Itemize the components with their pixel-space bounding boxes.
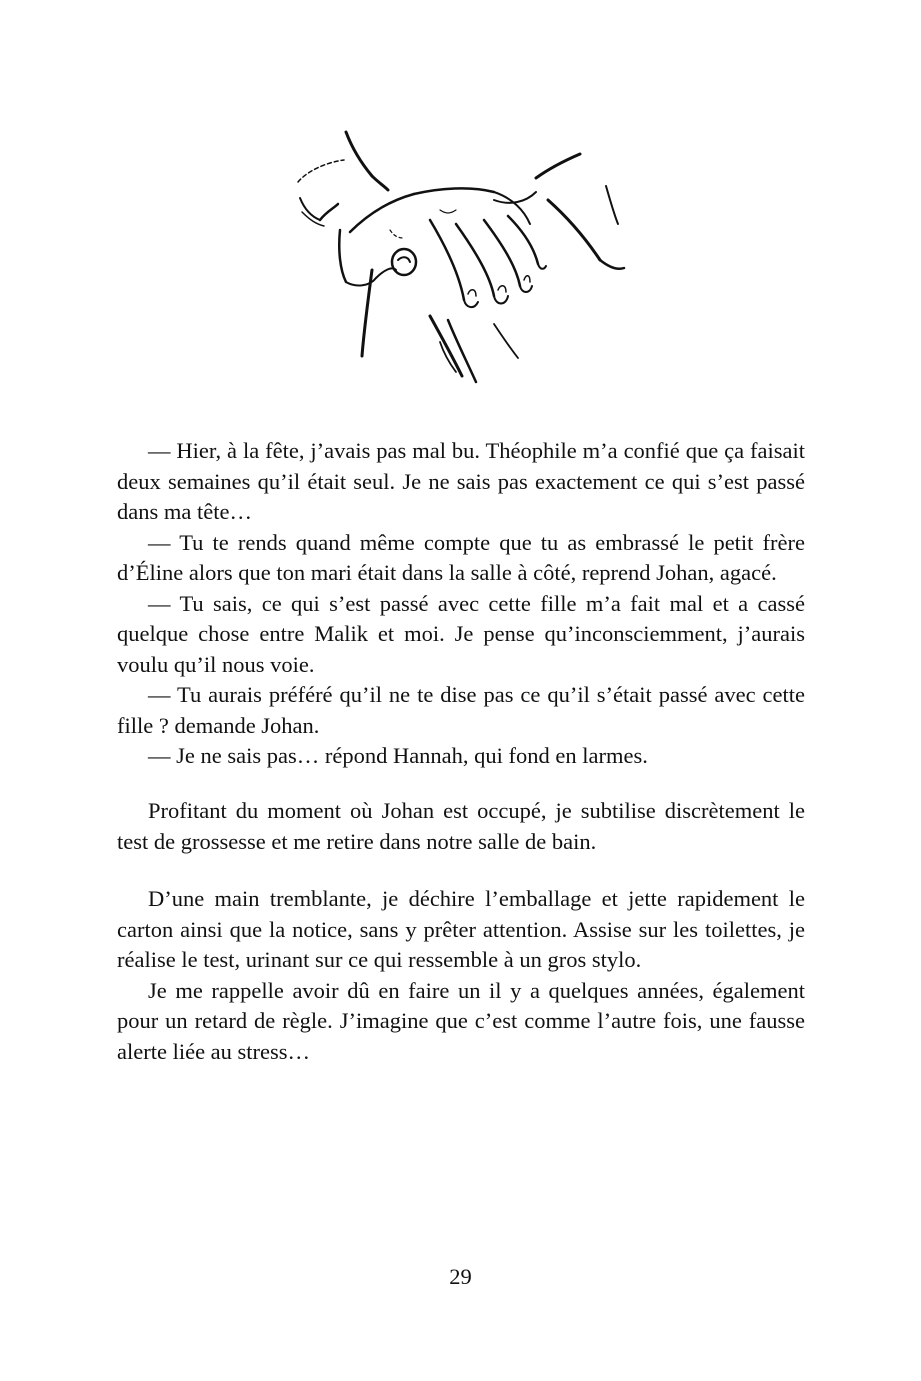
paragraph: Je me rappelle avoir dû en faire un il y a quelques années, également pour un retard de règle. J’imagine que c’est comme l’autre fois, une fausse alerte liée au stress… <box>117 977 805 1064</box>
dialogue-block <box>117 436 805 772</box>
page-number: 29 <box>449 1264 472 1289</box>
paragraph: — Tu sais, ce qui s’est passé avec cette fille m’a fait mal et a cassé quelque chose entre Malik et moi. Je pense qu’inconsciemment, j’aurais voulu qu’il nous voie. <box>117 590 805 677</box>
narrative-block <box>117 884 805 1067</box>
hands-sketch-icon <box>280 120 640 400</box>
paragraph: — Tu aurais préféré qu’il ne te dise pas ce qu’il s’était passé avec cette fille ? demande Johan. <box>117 682 805 738</box>
paragraph: — Tu te rends quand même compte que tu as embrassé le petit frère d’Éline alors que ton mari était dans la salle à côté, reprend Johan, agacé. <box>117 529 805 585</box>
paragraph: Profitant du moment où Johan est occupé, je subtilise discrètement le test de grossesse et me retire dans notre salle de bain. <box>117 798 805 854</box>
paragraph: D’une main tremblante, je déchire l’emballage et jette rapidement le carton ainsi que la notice, sans y prêter attention. Assise sur les toilettes, je réalise le test, urinant sur ce qui ressemble à un gros stylo. <box>117 886 805 972</box>
hands-sketch-illustration <box>280 120 640 400</box>
paragraph: — Hier, à la fête, j’avais pas mal bu. Théophile m’a confié que ça faisait deux semaines qu’il était seul. Je ne sais pas exactement ce qui s’est passé dans ma tête… <box>117 438 805 524</box>
narrative-block <box>117 796 805 857</box>
paragraph: — Je ne sais pas… répond Hannah, qui fond en larmes. <box>148 743 648 768</box>
